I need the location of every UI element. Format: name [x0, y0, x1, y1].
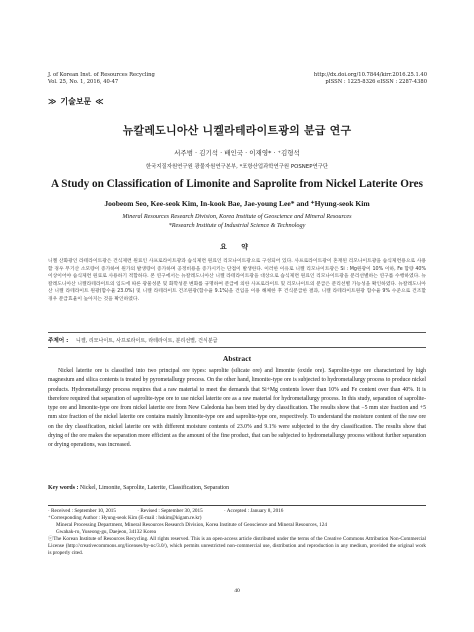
affiliation-english-2: *Research Institute of Industrial Science & Technology	[168, 222, 306, 229]
section-arrow-icon: ≫	[48, 97, 57, 106]
journal-citation	[48, 72, 155, 86]
abstract-english-body: Nickel laterite ore is classified into two principal ore types: saprolite (silicate ore) and limonite (oxide ore). Saprolite-type ore characterized by high magnesium and silica contents is treated by pyrometallurgy process. On the other hand, limonite-type ore is subjected to hydrometallurgy process to produce nickel products. Hydrometallurgy process requires that a raw material to meet the demands that Si+Mg contents lower than 10% and Fe content over than 40%. It is therefore required that separation of saprolite-type ore to use nickel laterite ore as a raw material for hydrometallurgy process. In this study, separation of saprolite-type ore and limonite-type ore from nickel laterite ore from New Caledonia has been tried by dry classification. The results show that −5 mm size fraction and +5 mm size fraction of the nickel laterite ore contains mainly limonite-type ore and saprolite-type ore, respectively. To understand the moisture content of the raw ore on the dry classification, nickel laterite ore with different moisture contents of 23.0% and 9.1% were subjected to the dry classification. The results show that drying of the ore makes the separation more efficient as the amount of the fine product, that can be subjected to hydrometallurgy process without further separation or drying operations, was increased.	[48, 368, 426, 449]
title-english: A Study on Classification of Limonite and Saprolite from Nickel Laterite Ores	[51, 178, 423, 190]
abstract-korean-heading: 요 약	[220, 243, 254, 251]
keywords-korean-label: 주제어 :	[48, 338, 69, 344]
corresponding-author: ⁺Corresponding Author : Hyung-seok Kim (E-mail : hskim@kigam.re.kr)	[48, 515, 202, 521]
affiliation-english-1: Mineral Resources Research Division, Korea Institute of Geoscience and Mineral Resources	[122, 213, 352, 220]
footnote-divider	[48, 505, 426, 506]
keywords-korean-list: 니켈, 리모나이트, 사프로라이트, 라테라이트, 분리선별, 건식분급	[76, 338, 218, 344]
date-revised: · Revised : September 30, 2015	[137, 508, 203, 514]
keywords-english	[48, 485, 426, 491]
date-accepted: · Accepted : January 8, 2016	[224, 508, 284, 514]
article-dates	[48, 508, 426, 515]
author-address-2: Gwahak-ro, Yuseong-gu, Daejeon, 34132 Korea	[56, 529, 156, 535]
section-label	[48, 96, 104, 107]
author-address-1: Mineral Processing Department, Mineral Resources Research Division, Korea Institute of Geoscience and Mineral Resources, 124	[56, 522, 327, 528]
journal-identifiers	[314, 72, 427, 86]
abstract-korean-body: 니켈 산화광인 라테라이트광은 건식제련 원료인 사프로라이트광과 습식제련 원료인 리모나이트광으로 구성되어 있다. 사프로라이트광이 혼재된 리모나이트광을 습식제련용으로 사용할 경우 무기산 소모량이 증가하여 원가의 발생량이 증가하며 공정비용을 증가시키는 단점이 발생한다. 이러한 이유로 니켈 리모나이트광은 Si : Mg원광이 10% 이하, Fe 함량 40% 이상이어야 습식제련 원료로 사용하기 적합하다. 본 연구에서는 뉴칼레도니아산 니켈 라테라이트광을 대상으로 습식제련 원료인 리모나이트광을 분리선별하는 연구를 수행하였다. 뉴칼레도니아산 니켈라테라이트의 입도에 따른 광물성분 및 화학성분 변화를 규명하여 분급에 의한 사프로라이트 및 리모나이트의 분급은 분리선별 가능성을 확인하였다. 뉴칼레도니아산 니켈 라테라이트 원광(함수율 23.0%) 및 니켈 라테라이트 건조원광(함수율 9.1%)을 건입을 이용 해체한 후 건식분급한 결과, 니켈 라테라이트원광 함수율 9% 수준으로 건조할 경우 분급효율이 높아지는 것을 확인하였다.	[48, 259, 426, 302]
copyright-notice: ⓒThe Korean Institute of Resources Recycling. All rights reserved. This is an open-access article distributed under the terms of the Creative Commons Attribution Non-Commercial License (http://creativecommons.org/licenses/by-nc/3.0/), which permits unrestricted non-commercial use, distribution and reproduction in any medium, provided the original work is properly cited.	[48, 536, 426, 556]
abstract-english-heading: Abstract	[222, 354, 252, 363]
section-arrow-end-icon: ≪	[95, 97, 104, 106]
date-received: · Received : September 10, 2015	[48, 508, 116, 514]
title-korean: 뉴칼레도니아산 니켈라테라이트광의 분급 연구	[122, 124, 352, 137]
journal-name: J. of Korean Inst. of Resources Recycling	[48, 72, 155, 78]
doi-link[interactable]: http://dx.doi.org/10.7844/kirr.2016.25.1.40	[313, 72, 427, 78]
keywords-english-label: Key words :	[48, 485, 79, 491]
keywords-korean	[48, 332, 426, 348]
affiliation-korean: 한국지질자원연구원 광물자원연구본부, *포항산업과학연구원 POSNEP연구단	[145, 164, 329, 170]
keywords-english-list: Nickel, Limonite, Saprolite, Laterite, Classification, Separation	[79, 485, 230, 491]
authors-korean: 서주범 · 김기석 · 배인국 · 이재영* · ⁺김형석	[174, 149, 300, 157]
authors-english: Joobeom Seo, Kee-seok Kim, In-kook Bae, Jae-young Lee* and ⁺Hyung-seok Kim	[104, 199, 370, 208]
journal-volume: Vol. 25, No. 1, 2016, 40-47	[48, 79, 119, 85]
page-number: 40	[234, 588, 240, 594]
section-name: 기술보문	[60, 97, 92, 106]
issn: pISSN : 1225-8326 eISSN : 2287-4380	[325, 79, 427, 85]
